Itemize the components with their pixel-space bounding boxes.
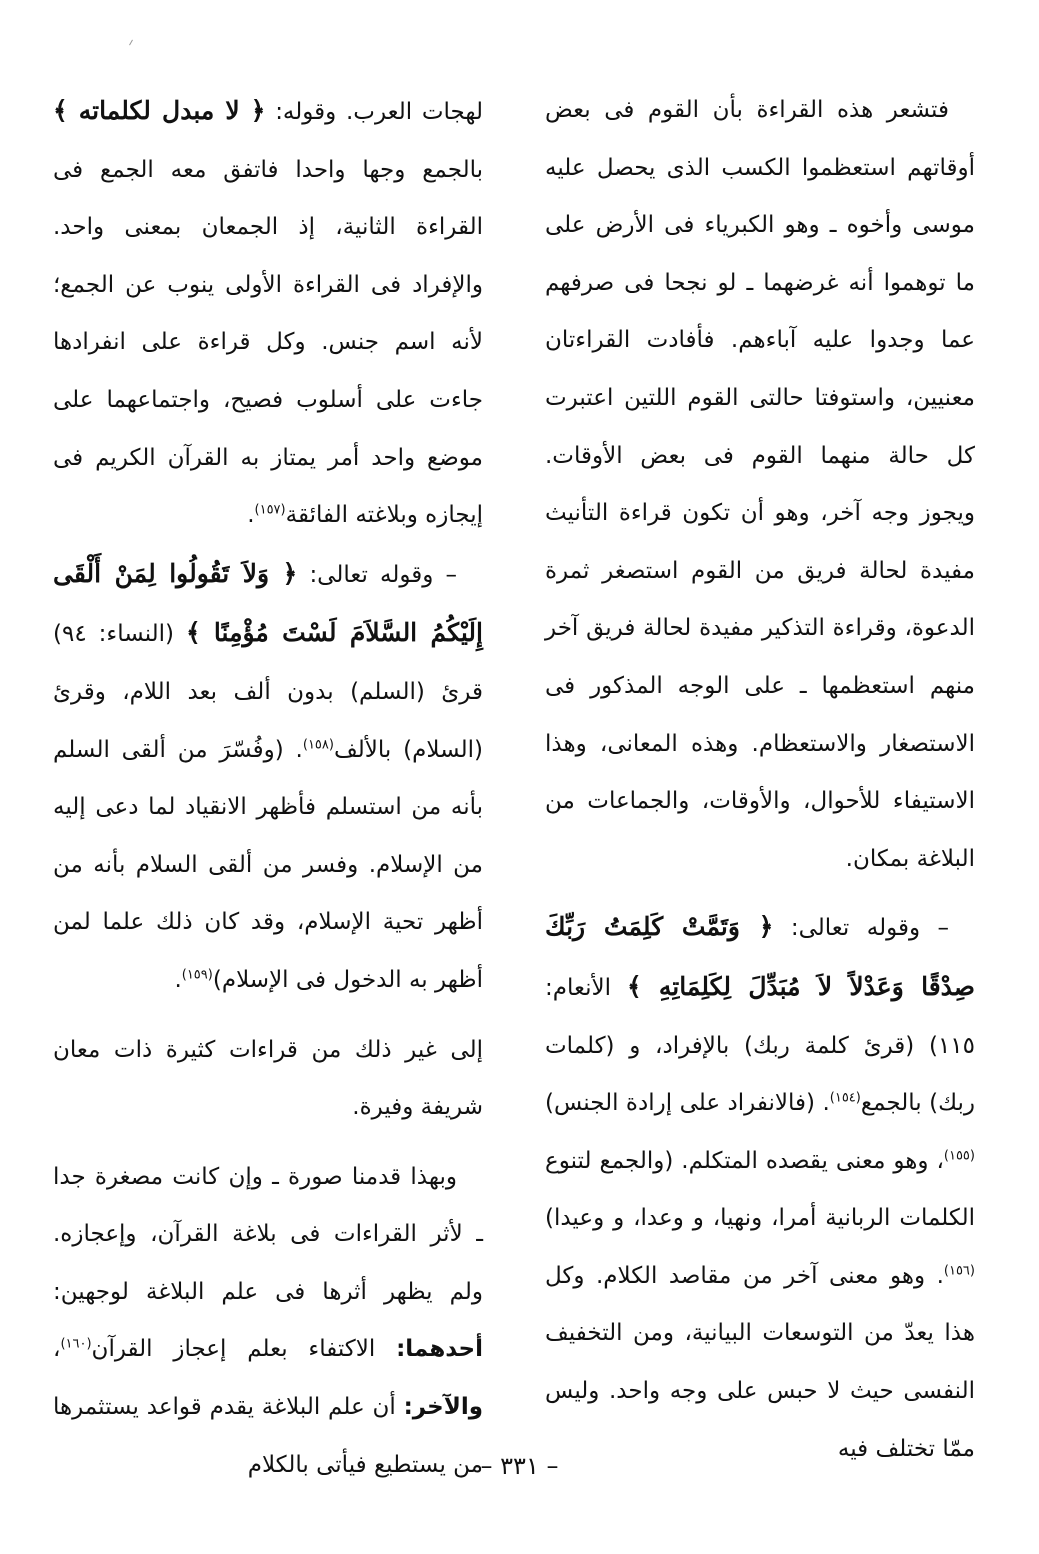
scan-mark <box>129 40 133 46</box>
left-column <box>53 82 483 1494</box>
footnote-ref: (١٥٦) <box>943 1263 975 1279</box>
paragraph-text: . (فالانفراد على إرادة الجنس) <box>545 1090 830 1117</box>
quran-verse: ﴿ وَتَمَّتْ كَلِمَتُ رَبِّكَ صِدْقًا وَعَدْلاً لاَ مُبَدِّلَ لِكَلِمَاتِهِ ﴾ <box>545 912 975 1001</box>
paragraph-text: الاكتفاء بعلم إعجاز القرآن <box>91 1336 376 1363</box>
paragraph-text: بالجمع وجها واحدا فاتفق معه الجمع فى القراءة الثانية، إذ الجمعان بمعنى واحد. والإفراد فى القراءة الأولى ينوب عن الجمع؛ لأنه اسم جنس. وكل قراءة على انفرادها جاءت على أسلوب فصيح، واجتماعهما على موضع واحد أمر يمتاز به القرآن الكريم فى إيجازه وبلاغته الفائقة <box>53 156 483 529</box>
quran-verse: ﴿ لا مبدل لكلماته ﴾ <box>53 96 266 125</box>
paragraph <box>53 1149 483 1495</box>
paragraph-text: إلى غير ذلك من قراءات كثيرة ذات معان شريفة وفيرة. <box>53 1036 483 1121</box>
paragraph <box>53 82 483 545</box>
paragraph-text: الأنعام: ١١٥) (قرئ كلمة ربك) بالإفراد، و (كلمات ربك) بالجمع <box>545 974 975 1117</box>
paragraph-lead: – وقوله تعالى: <box>309 561 457 588</box>
paragraph-end: . <box>247 502 255 529</box>
paragraph-lead: – وقوله تعالى: <box>790 915 949 942</box>
right-column <box>545 82 975 1478</box>
emphasis-text: والآخر: <box>403 1394 483 1421</box>
quran-verse: ﴿ وَلاَ تَقُولُوا لِمَنْ أَلْقَى إِلَيْكُمُ السَّلاَمَ لَسْتَ مُؤْمِنًا ﴾ <box>53 558 483 648</box>
page-number: – ٣٣١ – <box>480 1452 559 1480</box>
paragraph-text: وبهذا قدمنا صورة ـ وإن كانت مصغرة جدا ـ لأثر القراءات فى بلاغة القرآن، وإعجازه. ولم يظهر أثرها فى علم البلاغة لوجهين: <box>53 1163 483 1305</box>
paragraph-text: لهجات العرب. وقوله: <box>275 99 483 125</box>
paragraph-text: . (وفُسّرَ من ألقى السلم بأنه من استسلم فأظهر الانقياد لما دعى إليه من الإسلام. وفسر من ألقى السلام بأنه من أظهر تحية الإسلام، وقد كان ذلك علما لمن أظهر به الدخول فى الإسلام) <box>53 736 483 993</box>
footnote-ref: (١٥٥) <box>943 1148 975 1164</box>
paragraph-text: (النساء: ٩٤) قرئ (السلم) بدون ألف بعد اللام، وقرئ (السلام) بالألف <box>53 621 483 763</box>
footnote-ref: (١٥٧) <box>254 502 286 518</box>
paragraph <box>53 1022 483 1137</box>
paragraph-text: . وهو معنى آخر من مقاصد الكلام. وكل هذا يعدّ من التوسعات البيانية، ومن التخفيف النفسى حيث لا حبس على وجه واحد. وليس ممّا تختلف فيه <box>545 1262 975 1462</box>
paragraph-text: أن علم البلاغة يقدم قواعد يستثمرها من يستطيع فيأتى بالكلام <box>53 1394 483 1478</box>
footnote-ref: (١٦٠) <box>60 1336 92 1352</box>
footnote-ref: (١٥٩) <box>181 967 213 983</box>
footnote-ref: (١٥٤) <box>829 1090 861 1106</box>
paragraph-text: فتشعر هذه القراءة بأن القوم فى بعض أوقاتهم استعظموا الكسب الذى يحصل عليه موسى وأخوه ـ وهو الكبرياء فى الأرض على ما توهموا أنه غرضهما ـ لو نجحا فى صرفهم عما وجدوا عليه آباءهم. فأفادت القراءتان معنيين، واستوفتا حالتى القوم اللتين اعتبرت كل حالة منهما القوم فى بعض الأوقات. ويجوز وجه آخر، وهو أن تكون قراءة التأنيث مفيدة لحالة فريق من القوم استصغر ثمرة الدعوة، وقراءة التذكير مفيدة لحالة فريق آخر منهم استعظمها ـ على الوجه المذكور فى الاستصغار والاستعظام. وهذه المعانى، وهذا الاستيفاء للأحوال، والأوقات، والجماعات من البلاغة بمكان. <box>545 97 975 872</box>
paragraph-text: ، وهو معنى يقصده المتكلم. (والجمع لتنوع الكلمات الربانية أمرا، ونهيا، و وعدا، و وعيدا) <box>545 1147 975 1232</box>
paragraph-text: ، <box>53 1336 61 1363</box>
paragraph <box>53 545 483 1010</box>
paragraph <box>545 898 975 1478</box>
paragraph-end: . <box>174 966 182 993</box>
footnote-ref: (١٥٨) <box>302 736 334 752</box>
paragraph <box>545 82 975 888</box>
emphasis-text: أحدهما: <box>396 1336 484 1363</box>
